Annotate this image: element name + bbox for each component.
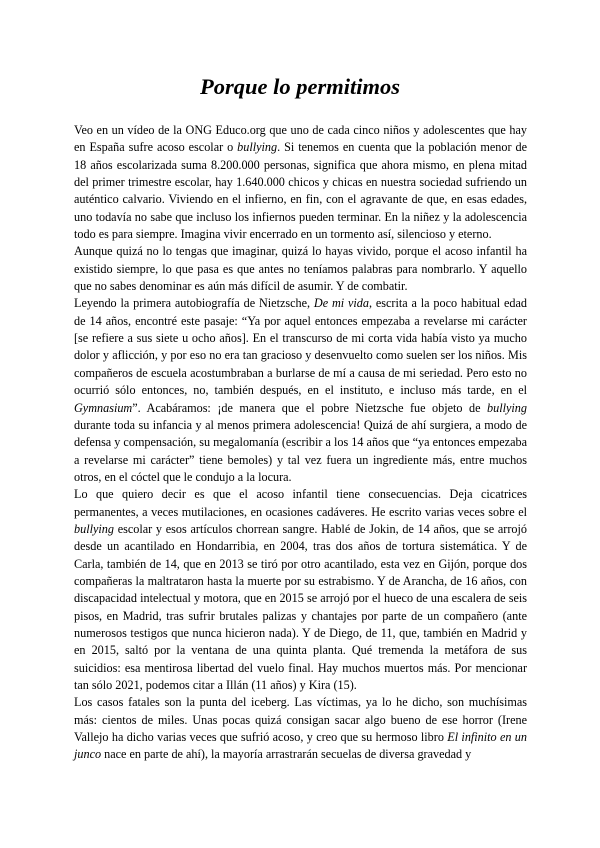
text-run: Los casos fatales son la punta del iceberg. Las víctimas, ya lo he dicho, son muchísimas más: cientos de miles. Unas pocas quizá consigan sacar algo bueno de ese horror (Irene Vallejo ha dicho varias veces que sufrió acoso, y creo que su hermoso libro bbox=[74, 695, 527, 745]
text-run: nace en parte de ahí), la mayoría arrastrarán secuelas de diversa gravedad y bbox=[101, 747, 472, 762]
italic-term: bullying bbox=[74, 521, 114, 536]
text-run: Veo en un vídeo de la ONG Educo.org que uno de cada cinco niños y adolescentes que hay en España sufre acoso escolar o bbox=[74, 123, 527, 155]
paragraph bbox=[74, 694, 527, 763]
text-run: . Si tenemos en cuenta que la población menor de 18 años escolarizada suma 8.200.000 personas, significa que ahora mismo, en plena mitad del primer trimestre escolar, hay 1.640.000 chicos y chicas en nuestra sociedad sufriendo un auténtico calvario. Viviendo en el infierno, en fin, con el agravante de que, en esas edades, uno todavía no sabe que incluso los infiernos pueden terminar. En la niñez y la adolescencia todo es para siempre. Imagina vivir encerrado en un tormento así, silencioso y eterno. bbox=[74, 140, 527, 242]
text-run: Lo que quiero decir es que el acoso infantil tiene consecuencias. Deja cicatrices permanentes, a veces mutilaciones, en ocasiones cadáveres. He escrito varias veces sobre el bbox=[74, 487, 527, 519]
italic-book-title: El infinito en un junco bbox=[74, 730, 527, 762]
text-run: , escrita a la poco habitual edad de 14 años, encontré este pasaje: “Ya por aquel entonces empezaba a revelarse mi carácter [se refiere a sus siete u ocho años]. En el transcurso de mi corta vida había visto ya mucho dolor y aflicción, y por eso no era tan gracioso y desenvuelto como suelen ser los niños. Mis compañeros de escuela acostumbraban a burlarse de mí a causa de mi seriedad. Pero esto no ocurrió sólo entonces, no, también después, en el instituto, e incluso más tarde, en el bbox=[74, 296, 528, 398]
text-run: escolar y esos artículos chorrean sangre. Hablé de Jokin, de 14 años, que se arrojó desde un acantilado en Hondarribia, en 2004, tras dos años de tortura sistemática. Y de Carla, también de 14, que en 2013 se tiró por otro acantilado, esta vez en Gijón, porque dos compañeras la maltrataron hasta la muerte por su estrabismo. Y de Arancha, de 16 años, con discapacidad intelectual y motora, que en 2015 se arrojó por el hueco de una escalera de seis pisos, en Madrid, tras sufrir brutales palizas y chantajes por parte de un compañero (ante numerosos testigos que nunca hicieron nada). Y de Diego, de 11, que, también en Madrid y en 2015, saltó por la ventana de una quinta planta. Qué tremenda la metáfora de sus suicidios: esa mentirosa libertad del vuelo final. Hay muchos muertos más. Por mencionar tan sólo 2021, podemos citar a Illán (11 años) y Kira (15). bbox=[74, 521, 527, 692]
italic-term: bullying bbox=[487, 400, 527, 415]
article-body bbox=[74, 122, 527, 764]
text-run: durante toda su infancia y al menos primera adolescencia! Quizá de ahí surgiera, a modo de defensa y compensación, su megalomanía (escribir a los 14 años que “ya entonces empezaba a revelarse mi carácter” tiene bemoles) y tal vez fuera un ingrediente más, entre muchos otros, en el cóctel que le condujo a la locura. bbox=[74, 417, 527, 484]
paragraph bbox=[74, 295, 527, 486]
italic-term: Gymnasium bbox=[74, 400, 133, 415]
paragraph bbox=[74, 243, 527, 295]
text-run: Aunque quizá no lo tengas que imaginar, quizá lo hayas vivido, porque el acoso infantil ha existido siempre, lo que pasa es que antes no teníamos palabras para nombrarlo. Y aquello que no sabes denominar es aún más difícil de asumir. Y de combatir. bbox=[74, 244, 527, 294]
paragraph bbox=[74, 486, 527, 694]
text-run: ”. Acabáramos: ¡de manera que el pobre Nietzsche fue objeto de bbox=[132, 400, 488, 415]
italic-term: bullying bbox=[237, 140, 278, 155]
text-run: Leyendo la primera autobiografía de Nietzsche, bbox=[74, 296, 314, 311]
italic-book-title: De mi vida bbox=[313, 296, 369, 311]
paragraph bbox=[74, 122, 527, 243]
article-title: Porque lo permitimos bbox=[199, 74, 400, 99]
